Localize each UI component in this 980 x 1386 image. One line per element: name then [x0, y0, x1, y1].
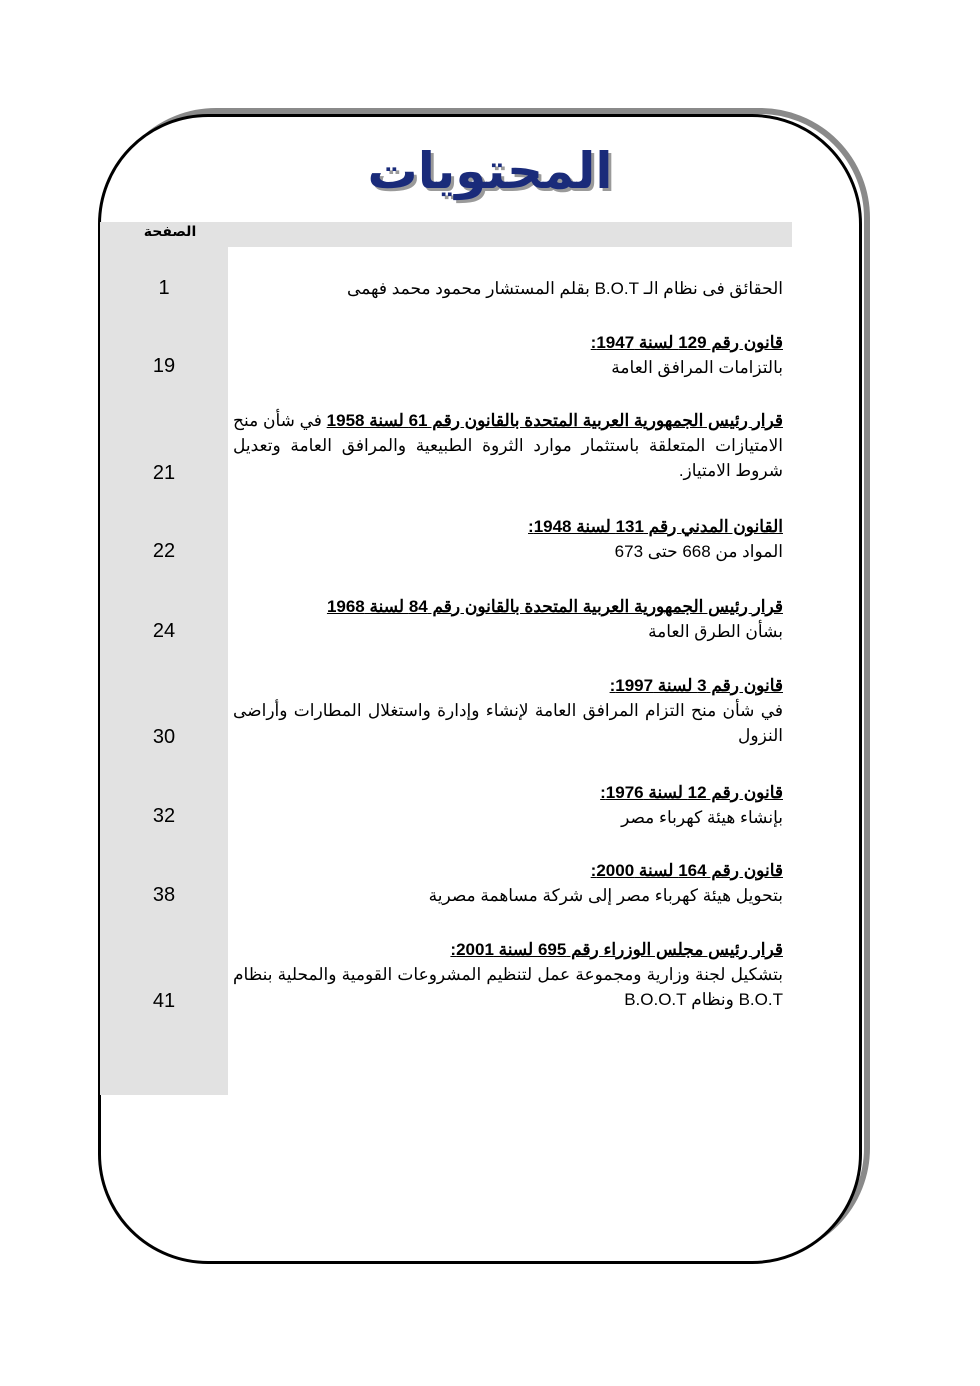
toc-entry-heading: قانون رقم 129 لسنة 1947:	[590, 333, 783, 352]
toc-entry[interactable]	[233, 408, 783, 483]
toc-entry-desc: بتشكيل لجنة وزارية ومجموعة عمل لتنظيم المشروعات القومية والمحلية بنظام B.O.T ونظام B.O.O.T	[233, 965, 783, 1009]
toc-page-number: 41	[152, 990, 176, 1012]
toc-page-number: 32	[152, 805, 176, 827]
toc-page-number: 19	[152, 355, 176, 377]
toc-entry[interactable]	[233, 937, 783, 1012]
page-title: المحتويات	[367, 142, 613, 200]
toc-entry-desc: بالتزامات المرافق العامة	[611, 358, 783, 377]
toc-entry-heading: القانون المدني رقم 131 لسنة 1948:	[528, 517, 783, 536]
toc-page-number: 1	[158, 277, 170, 299]
toc-entry-desc: الحقائق فى نظام الـ B.O.T بقلم المستشار محمود محمد فهمى	[347, 279, 783, 298]
toc-entry[interactable]	[233, 594, 783, 644]
toc-entry[interactable]	[233, 276, 783, 301]
toc-page-number: 24	[152, 620, 176, 642]
toc-entry-heading: قانون رقم 164 لسنة 2000:	[590, 861, 783, 880]
toc-entry[interactable]	[233, 330, 783, 380]
toc-entry-heading: قرار رئيس الجمهورية العربية المتحدة بالقانون رقم 61 لسنة 1958	[326, 411, 783, 430]
toc-entry-heading: قرار رئيس مجلس الوزراء رقم 695 لسنة 2001:	[450, 940, 783, 959]
toc-page-number: 38	[152, 884, 176, 906]
toc-entry-desc: بشأن الطرق العامة	[648, 622, 783, 641]
toc-entry-desc: في شأن منح التزام المرافق العامة لإنشاء وإدارة واستغلال المطارات وأراضى النزول	[233, 701, 783, 745]
toc-page-number: 30	[152, 726, 176, 748]
toc-entry-desc: بإنشاء هيئة كهرباء مصر	[621, 808, 783, 827]
toc-entry-heading: قانون رقم 12 لسنة 1976:	[600, 783, 783, 802]
page-column-header: الصفحة	[143, 224, 197, 240]
toc-entry-desc: في شأن منح الامتيازات المتعلقة باستثمار موارد الثروة الطبيعية والمرافق العامة وتعديل شروط الامتياز.	[233, 411, 783, 480]
toc-page-number: 22	[152, 540, 176, 562]
toc-page-number: 21	[152, 462, 176, 484]
toc-entry[interactable]	[233, 780, 783, 830]
toc-entry-heading: قرار رئيس الجمهورية العربية المتحدة بالقانون رقم 84 لسنة 1968	[326, 597, 783, 616]
toc-entry[interactable]	[233, 858, 783, 908]
toc-entry-desc: بتحويل هيئة كهرباء مصر إلى شركة مساهمة مصرية	[428, 886, 783, 905]
toc-entry-heading: قانون رقم 3 لسنة 1997:	[609, 676, 783, 695]
toc-entry-desc: المواد من 668 حتى 673	[614, 542, 783, 561]
toc-entry[interactable]	[233, 514, 783, 564]
toc-entry[interactable]	[233, 673, 783, 748]
